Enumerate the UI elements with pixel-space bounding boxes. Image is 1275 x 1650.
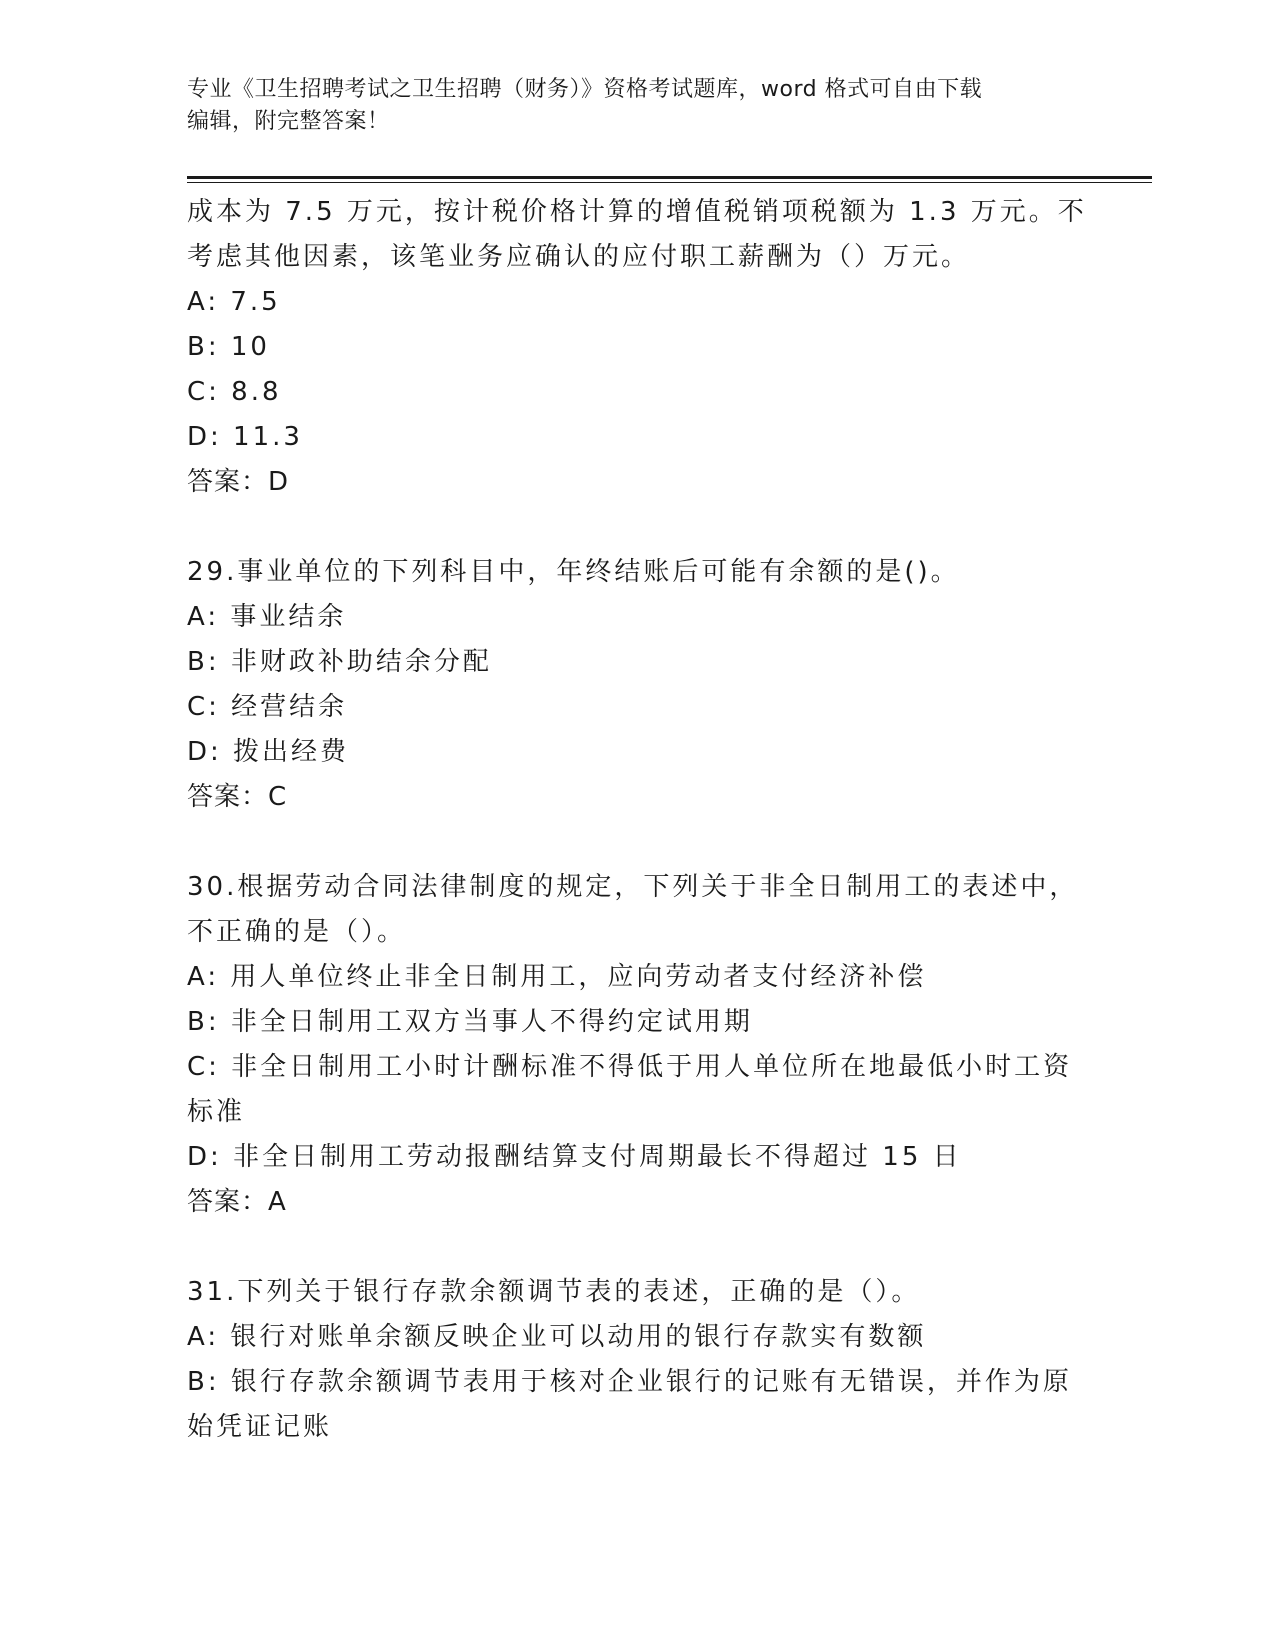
option-b-continued: 始凭证记账 — [187, 1412, 333, 1442]
option-d: D: 拨出经费 — [187, 737, 350, 767]
option-c: C: 非全日制用工小时计酬标准不得低于用人单位所在地最低小时工资 — [187, 1052, 1073, 1082]
answer-label: 答案：D — [187, 467, 290, 497]
option-a: A: 7.5 — [187, 287, 281, 317]
option-c-continued: 标准 — [187, 1097, 246, 1127]
answer-label: 答案：A — [187, 1187, 287, 1217]
question-stem: 29.事业单位的下列科目中，年终结账后可能有余额的是()。 — [187, 557, 960, 587]
question-29 — [187, 550, 1087, 820]
answer-label: 答案：C — [187, 782, 288, 812]
document-header — [187, 74, 1067, 138]
option-d: D: 11.3 — [187, 422, 303, 452]
option-b: B: 银行存款余额调节表用于核对企业银行的记账有无错误，并作为原 — [187, 1367, 1072, 1397]
question-31 — [187, 1270, 1087, 1450]
question-stem: 30.根据劳动合同法律制度的规定，下列关于非全日制用工的表述中， — [187, 872, 1079, 902]
question-28 — [187, 190, 1087, 505]
option-b: B: 非财政补助结余分配 — [187, 647, 492, 677]
header-divider-thin — [187, 182, 1152, 183]
option-a: A: 银行对账单余额反映企业可以动用的银行存款实有数额 — [187, 1322, 927, 1352]
option-c: C: 8.8 — [187, 377, 282, 407]
spacer — [187, 1225, 1087, 1270]
option-b: B: 非全日制用工双方当事人不得约定试用期 — [187, 1007, 753, 1037]
question-list — [187, 190, 1087, 1450]
question-stem: 成本为 7.5 万元，按计税价格计算的增值税销项税额为 1.3 万元。不 — [187, 197, 1087, 227]
header-divider-thick — [187, 176, 1152, 179]
header-line-1: 专业《卫生招聘考试之卫生招聘（财务）》资格考试题库，word 格式可自由下载 — [187, 77, 983, 102]
spacer — [187, 820, 1087, 865]
header-line-2: 编辑，附完整答案！ — [187, 109, 390, 134]
question-stem: 考虑其他因素，该笔业务应确认的应付职工薪酬为（）万元。 — [187, 242, 971, 272]
question-stem: 31.下列关于银行存款余额调节表的表述，正确的是（）。 — [187, 1277, 921, 1307]
option-a: A: 事业结余 — [187, 602, 347, 632]
question-30 — [187, 865, 1087, 1225]
option-b: B: 10 — [187, 332, 270, 362]
option-c: C: 经营结余 — [187, 692, 348, 722]
spacer — [187, 505, 1087, 550]
option-a: A: 用人单位终止非全日制用工，应向劳动者支付经济补偿 — [187, 962, 927, 992]
option-d: D: 非全日制用工劳动报酬结算支付周期最长不得超过 15 日 — [187, 1142, 962, 1172]
question-stem: 不正确的是（）。 — [187, 917, 407, 947]
